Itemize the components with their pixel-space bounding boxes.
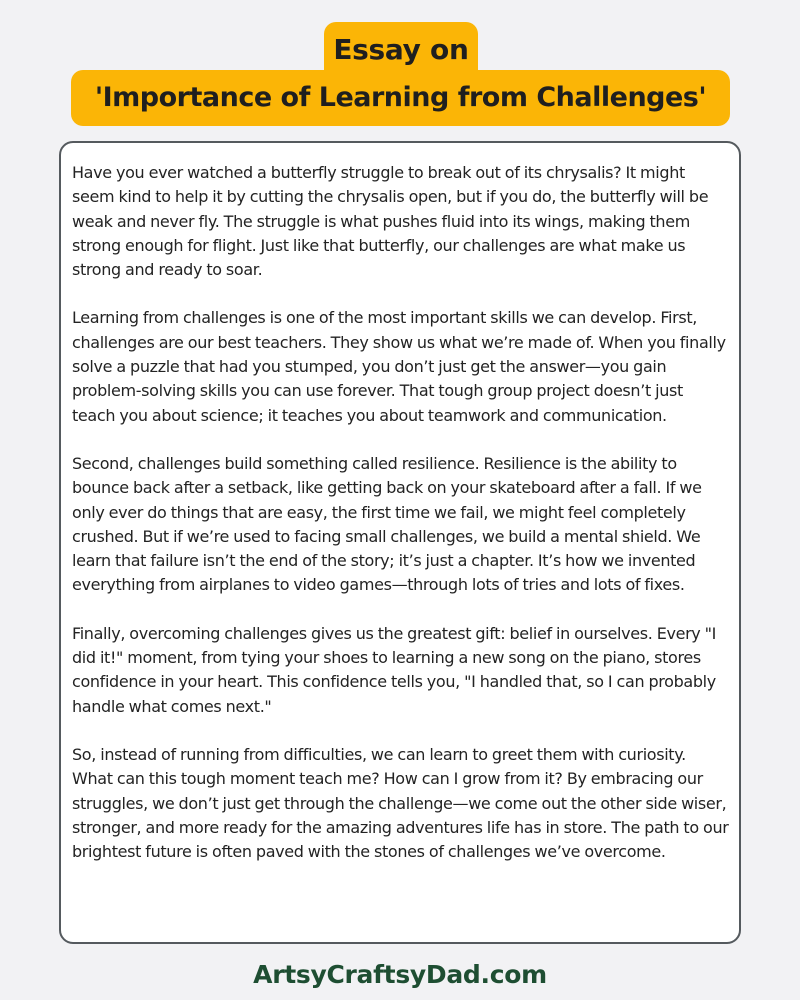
footer-brand[interactable]: ArtsyCraftsyDad.com [253, 960, 547, 989]
essay-paragraph-3: Second, challenges build something called resilience. Resilience is the ability to bounce back after a setback, like getting back on your skateboard after a fall. If we only ever do things that are easy, the first time we fail, we might feel completely crushed. But if we’re used to facing small challenges, we build a mental shield. We learn that failure isn’t the end of the story; it’s just a chapter. It’s how we invented everything from airplanes to video games—through lots of tries and lots of fixes. [72, 453, 702, 595]
title-line-2: 'Importance of Learning from Challenges' [71, 70, 730, 126]
essay-paragraph-5: So, instead of running from difficulties, we can learn to greet them with curiosity. What can this tough moment teach me? How can I grow from it? By embracing our struggles, we don’t just get through the challenge—we come out the other side wiser, stronger, and more ready for the amazing adventures life has in store. The path to our brightest future is often paved with the stones of challenges we’ve overcome. [72, 744, 729, 862]
essay-paragraph-1: Have you ever watched a butterfly struggle to break out of its chrysalis? It might seem kind to help it by cutting the chrysalis open, but if you do, the butterfly will be weak and never fly. The struggle is what pushes fluid into its wings, making them strong enough for flight. Just like that butterfly, our challenges are what make us strong and ready to soar. [72, 163, 709, 280]
title-line-1: Essay on [324, 22, 478, 78]
essay-paragraph-4: Finally, overcoming challenges gives us the greatest gift: belief in ourselves. Every "I did it!" moment, from tying your shoes to learning a new song on the piano, stores confidence in your heart. This confidence tells you, "I handled that, so I can probably handle what comes next." [72, 623, 717, 716]
essay-paragraph-2: Learning from challenges is one of the most important skills we can develop. First, challenges are our best teachers. They show us what we’re made of. When you finally solve a puzzle that had you stumped, you don’t just get the answer—you gain problem-solving skills you can use forever. That tough group project doesn’t just teach you about science; it teaches you about teamwork and communication. [72, 308, 726, 425]
essay-card [59, 141, 741, 944]
